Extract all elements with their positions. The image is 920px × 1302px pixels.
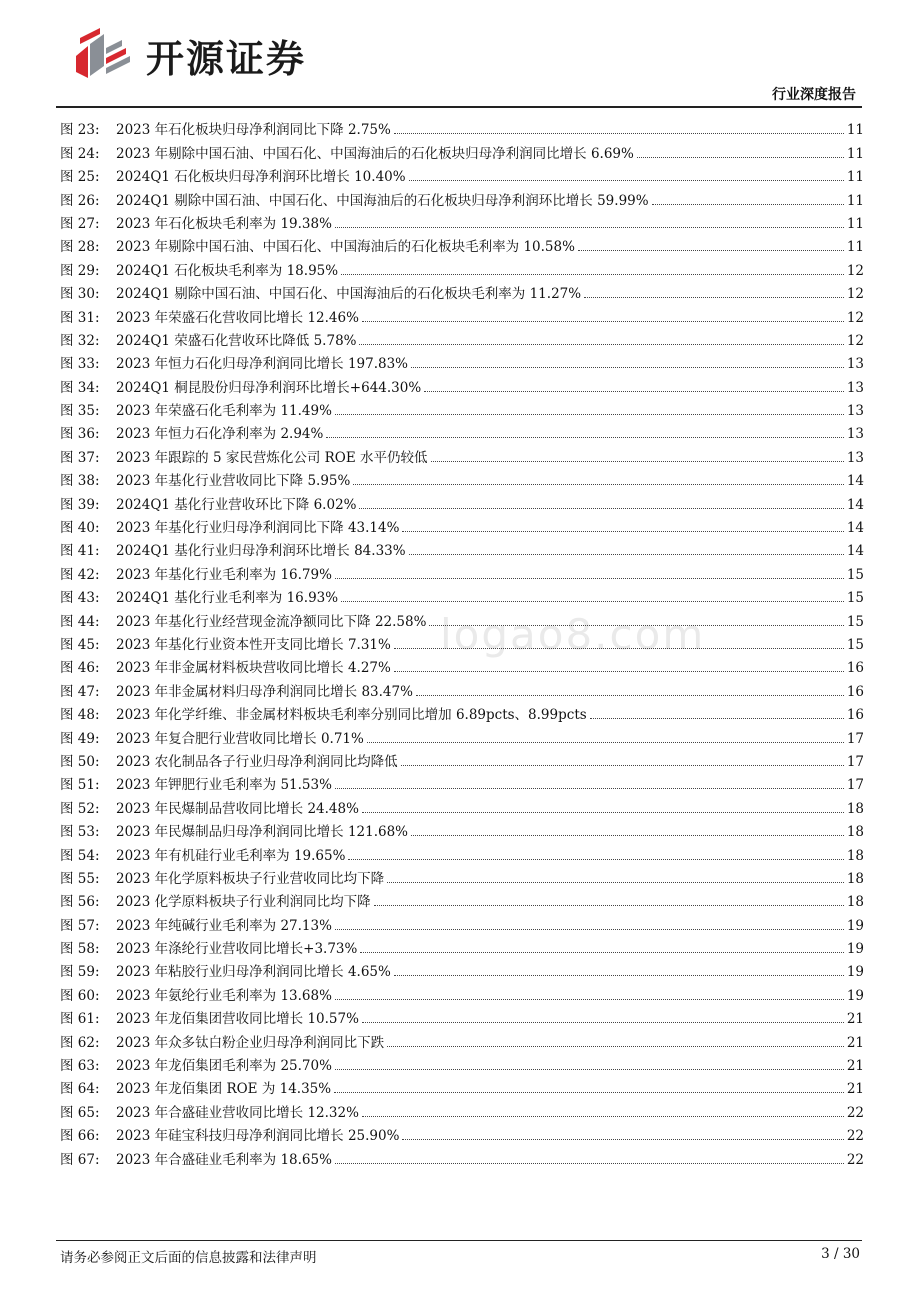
toc-leader-dots	[402, 1138, 843, 1140]
toc-page-number: 15	[846, 590, 864, 607]
toc-page-number: 18	[846, 800, 864, 817]
toc-figure-title: 2023 年非金属材料板块营收同比增长 4.27%	[116, 660, 391, 677]
toc-leader-dots	[429, 624, 843, 626]
toc-figure-label: 图 67:	[60, 1151, 100, 1168]
toc-figure-label: 图 33:	[60, 356, 100, 373]
toc-entry[interactable]	[60, 349, 864, 372]
toc-leader-dots	[652, 203, 844, 205]
toc-figure-title: 2023 年复合肥行业营收同比增长 0.71%	[116, 730, 364, 747]
toc-leader-dots	[326, 436, 843, 438]
footer-disclaimer: 请务必参阅正文后面的信息披露和法律声明	[60, 1250, 317, 1266]
page-header	[0, 0, 920, 110]
toc-figure-title: 2023 年龙佰集团毛利率为 25.70%	[116, 1058, 332, 1075]
toc-figure-title: 2023 年龙佰集团 ROE 为 14.35%	[116, 1081, 332, 1098]
toc-figure-title: 2024Q1 剔除中国石油、中国石化、中国海油后的石化板块归母净利润环比增长 59.99%	[116, 192, 649, 209]
toc-figure-title: 2023 年化学纤维、非金属材料板块毛利率分别同比增加 6.89pcts、8.99pcts	[116, 707, 587, 724]
toc-page-number: 21	[846, 1011, 864, 1028]
toc-leader-dots	[334, 1091, 844, 1093]
toc-page-number: 18	[846, 870, 864, 887]
toc-page-number: 13	[846, 356, 864, 373]
toc-figure-label: 图 41:	[60, 543, 100, 560]
toc-figure-title: 2023 年基化行业归母净利润同比下降 43.14%	[116, 520, 400, 537]
toc-figure-label: 图 31:	[60, 309, 100, 326]
toc-figure-label: 图 66:	[60, 1128, 100, 1145]
toc-leader-dots	[387, 881, 844, 883]
toc-figure-label: 图 49:	[60, 730, 100, 747]
toc-entry[interactable]	[60, 910, 864, 933]
toc-entry[interactable]	[60, 513, 864, 536]
toc-figure-label: 图 36:	[60, 426, 100, 443]
toc-leader-dots	[394, 132, 844, 134]
toc-figure-label: 图 53:	[60, 824, 100, 841]
toc-figure-label: 图 23:	[60, 122, 100, 139]
toc-leader-dots	[362, 320, 844, 322]
toc-page-number: 18	[846, 894, 864, 911]
toc-figure-title: 2023 年石化板块毛利率为 19.38%	[116, 215, 332, 232]
toc-entry[interactable]	[60, 138, 864, 161]
toc-figure-label: 图 46:	[60, 660, 100, 677]
toc-figure-label: 图 38:	[60, 473, 100, 490]
toc-figure-title: 2023 年合盛硅业营收同比增长 12.32%	[116, 1104, 359, 1121]
toc-figure-title: 2023 年合盛硅业毛利率为 18.65%	[116, 1151, 332, 1168]
toc-entry[interactable]	[60, 255, 864, 278]
toc-entry[interactable]	[60, 279, 864, 302]
footer-divider	[56, 1240, 862, 1241]
toc-entry[interactable]	[60, 466, 864, 489]
toc-leader-dots	[359, 507, 843, 509]
toc-page-number: 22	[846, 1128, 864, 1145]
toc-leader-dots	[416, 694, 844, 696]
toc-figure-label: 图 26:	[60, 192, 100, 209]
toc-figure-title: 2023 年纯碱行业毛利率为 27.13%	[116, 917, 332, 934]
toc-leader-dots	[374, 904, 844, 906]
toc-leader-dots	[409, 179, 844, 181]
toc-page-number: 12	[846, 286, 864, 303]
toc-leader-dots	[401, 764, 844, 766]
toc-figure-title: 2023 年非金属材料归母净利润同比增长 83.47%	[116, 683, 413, 700]
toc-figure-title: 2024Q1 基化行业毛利率为 16.93%	[116, 590, 339, 607]
toc-figure-label: 图 51:	[60, 777, 100, 794]
toc-leader-dots	[335, 577, 844, 579]
toc-figure-title: 2024Q1 石化板块归母净利润环比增长 10.40%	[116, 169, 406, 186]
toc-leader-dots	[335, 998, 844, 1000]
toc-page-number: 15	[846, 636, 864, 653]
toc-entry[interactable]	[60, 700, 864, 723]
toc-entry[interactable]	[60, 1097, 864, 1120]
toc-entry[interactable]	[60, 115, 864, 138]
toc-leader-dots	[341, 600, 844, 602]
brand-name: 开源证券	[146, 36, 307, 81]
toc-figure-title: 2023 农化制品各子行业归母净利润同比均降低	[116, 753, 398, 770]
toc-page-number: 11	[846, 239, 864, 256]
toc-page-number: 21	[846, 1081, 864, 1098]
toc-leader-dots	[578, 249, 844, 251]
toc-figure-label: 图 65:	[60, 1104, 100, 1121]
toc-leader-dots	[590, 717, 844, 719]
toc-leader-dots	[335, 413, 844, 415]
toc-figure-title: 2023 年恒力石化归母净利润同比增长 197.83%	[116, 356, 409, 373]
toc-page-number: 19	[846, 964, 864, 981]
toc-figure-label: 图 54:	[60, 847, 100, 864]
toc-leader-dots	[362, 811, 844, 813]
toc-page-number: 16	[846, 707, 864, 724]
toc-figure-label: 图 25:	[60, 169, 100, 186]
toc-figure-label: 图 57:	[60, 917, 100, 934]
toc-leader-dots	[387, 1045, 844, 1047]
toc-figure-label: 图 62:	[60, 1034, 100, 1051]
toc-figure-title: 2023 年涤纶行业营收同比增长+3.73%	[116, 941, 358, 958]
toc-leader-dots	[360, 951, 843, 953]
toc-figure-title: 2023 年钾肥行业毛利率为 51.53%	[116, 777, 332, 794]
toc-figure-title: 2023 年氨纶行业毛利率为 13.68%	[116, 987, 332, 1004]
toc-figure-title: 2023 年剔除中国石油、中国石化、中国海油后的石化板块归母净利润同比增长 6.69%	[116, 145, 634, 162]
toc-page-number: 12	[846, 332, 864, 349]
toc-page-number: 22	[846, 1104, 864, 1121]
toc-figure-label: 图 45:	[60, 636, 100, 653]
toc-figure-title: 2023 年化学原料板块子行业营收同比均下降	[116, 870, 385, 887]
toc-figure-title: 2023 年荣盛石化毛利率为 11.49%	[116, 403, 332, 420]
toc-figure-label: 图 47:	[60, 683, 100, 700]
toc-entry[interactable]	[60, 536, 864, 559]
toc-page-number: 13	[846, 449, 864, 466]
toc-entry[interactable]	[60, 1051, 864, 1074]
toc-figure-title: 2024Q1 基化行业营收环比下降 6.02%	[116, 496, 357, 513]
toc-entry[interactable]	[60, 1027, 864, 1050]
toc-entry[interactable]	[60, 887, 864, 910]
toc-page-number: 13	[846, 426, 864, 443]
toc-page-number: 22	[846, 1151, 864, 1168]
toc-figure-label: 图 55:	[60, 870, 100, 887]
toc-page-number: 14	[846, 473, 864, 490]
brand-logo	[74, 26, 306, 84]
toc-figure-title: 2023 年荣盛石化营收同比增长 12.46%	[116, 309, 359, 326]
toc-page-number: 11	[846, 192, 864, 209]
toc-figure-title: 2023 年基化行业毛利率为 16.79%	[116, 566, 332, 583]
toc-entry[interactable]	[60, 1004, 864, 1027]
toc-page-number: 14	[846, 496, 864, 513]
toc-figure-title: 2024Q1 剔除中国石油、中国石化、中国海油后的石化板块毛利率为 11.27%	[116, 286, 582, 303]
toc-leader-dots	[335, 1162, 844, 1164]
toc-figure-label: 图 52:	[60, 800, 100, 817]
header-divider	[56, 106, 862, 108]
toc-page-number: 19	[846, 941, 864, 958]
toc-figure-title: 2023 年基化行业经营现金流净额同比下降 22.58%	[116, 613, 427, 630]
toc-figure-label: 图 35:	[60, 403, 100, 420]
toc-entry[interactable]	[60, 957, 864, 980]
toc-page-number: 17	[846, 777, 864, 794]
toc-figure-title: 2023 年硅宝科技归母净利润同比增长 25.90%	[116, 1128, 400, 1145]
watermark: logao8.com	[440, 610, 706, 659]
toc-leader-dots	[335, 1068, 844, 1070]
toc-leader-dots	[367, 741, 844, 743]
toc-leader-dots	[394, 670, 844, 672]
toc-leader-dots	[359, 343, 843, 345]
toc-figure-label: 图 59:	[60, 964, 100, 981]
toc-figure-title: 2023 年有机硅行业毛利率为 19.65%	[116, 847, 346, 864]
toc-figure-title: 2023 年恒力石化净利率为 2.94%	[116, 426, 324, 443]
toc-figure-label: 图 39:	[60, 496, 100, 513]
toc-figure-label: 图 37:	[60, 449, 100, 466]
toc-figure-title: 2023 年基化行业资本性开支同比增长 7.31%	[116, 636, 391, 653]
toc-leader-dots	[402, 530, 843, 532]
toc-entry[interactable]	[60, 1144, 864, 1167]
page-footer	[60, 1246, 860, 1266]
toc-entry[interactable]	[60, 676, 864, 699]
toc-page-number: 11	[846, 169, 864, 186]
toc-entry[interactable]	[60, 653, 864, 676]
toc-entry[interactable]	[60, 747, 864, 770]
toc-leader-dots	[394, 974, 844, 976]
toc-figure-title: 2023 年民爆制品归母净利润同比增长 121.68%	[116, 824, 409, 841]
figure-index-list	[60, 115, 864, 1168]
toc-page-number: 19	[846, 917, 864, 934]
toc-entry[interactable]	[60, 630, 864, 653]
toc-leader-dots	[341, 273, 844, 275]
toc-figure-label: 图 58:	[60, 941, 100, 958]
toc-leader-dots	[584, 296, 844, 298]
toc-entry[interactable]	[60, 559, 864, 582]
toc-figure-title: 2023 年众多钛白粉企业归母净利润同比下跌	[116, 1034, 385, 1051]
toc-figure-label: 图 50:	[60, 753, 100, 770]
toc-entry[interactable]	[60, 723, 864, 746]
toc-figure-title: 2024Q1 桐昆股份归母净利润环比增长+644.30%	[116, 379, 422, 396]
report-type-label: 行业深度报告	[772, 87, 856, 103]
toc-figure-title: 2023 化学原料板块子行业利润同比均下降	[116, 894, 371, 911]
footer-page-number: 3 / 30	[821, 1246, 860, 1262]
toc-leader-dots	[411, 366, 844, 368]
toc-page-number: 11	[846, 122, 864, 139]
toc-entry[interactable]	[60, 770, 864, 793]
toc-figure-title: 2024Q1 石化板块毛利率为 18.95%	[116, 262, 339, 279]
toc-entry[interactable]	[60, 185, 864, 208]
toc-figure-label: 图 24:	[60, 145, 100, 162]
toc-entry[interactable]	[60, 442, 864, 465]
toc-figure-label: 图 42:	[60, 566, 100, 583]
toc-leader-dots	[409, 553, 844, 555]
toc-figure-title: 2023 年剔除中国石油、中国石化、中国海油后的石化板块毛利率为 10.58%	[116, 239, 575, 256]
toc-entry[interactable]	[60, 793, 864, 816]
toc-leader-dots	[431, 460, 844, 462]
toc-leader-dots	[424, 390, 844, 392]
toc-page-number: 12	[846, 309, 864, 326]
toc-page-number: 21	[846, 1058, 864, 1075]
toc-page-number: 11	[846, 215, 864, 232]
toc-entry[interactable]	[60, 419, 864, 442]
toc-page-number: 15	[846, 613, 864, 630]
toc-page-number: 11	[846, 145, 864, 162]
toc-leader-dots	[335, 787, 844, 789]
toc-figure-title: 2023 年跟踪的 5 家民营炼化公司 ROE 水平仍较低	[116, 449, 428, 466]
toc-leader-dots	[394, 647, 844, 649]
toc-page-number: 17	[846, 753, 864, 770]
toc-figure-label: 图 60:	[60, 987, 100, 1004]
toc-figure-label: 图 32:	[60, 332, 100, 349]
toc-entry[interactable]	[60, 1074, 864, 1097]
toc-figure-label: 图 43:	[60, 590, 100, 607]
toc-figure-title: 2024Q1 荣盛石化营收环比降低 5.78%	[116, 332, 357, 349]
toc-leader-dots	[362, 1115, 844, 1117]
toc-figure-label: 图 40:	[60, 520, 100, 537]
toc-figure-label: 图 28:	[60, 239, 100, 256]
toc-figure-label: 图 56:	[60, 894, 100, 911]
toc-figure-title: 2023 年民爆制品营收同比增长 24.48%	[116, 800, 359, 817]
toc-entry[interactable]	[60, 934, 864, 957]
toc-entry[interactable]	[60, 326, 864, 349]
toc-leader-dots	[411, 834, 844, 836]
toc-entry[interactable]	[60, 489, 864, 512]
toc-entry[interactable]	[60, 817, 864, 840]
toc-leader-dots	[637, 156, 844, 158]
toc-page-number: 16	[846, 683, 864, 700]
toc-page-number: 12	[846, 262, 864, 279]
toc-entry[interactable]	[60, 302, 864, 325]
toc-leader-dots	[348, 858, 843, 860]
toc-leader-dots	[335, 226, 844, 228]
toc-leader-dots	[353, 483, 843, 485]
toc-page-number: 14	[846, 520, 864, 537]
brand-mark-icon	[74, 26, 136, 84]
toc-figure-title: 2023 年粘胶行业归母净利润同比增长 4.65%	[116, 964, 391, 981]
toc-entry[interactable]	[60, 209, 864, 232]
toc-figure-label: 图 27:	[60, 215, 100, 232]
toc-entry[interactable]	[60, 840, 864, 863]
toc-figure-label: 图 34:	[60, 379, 100, 396]
toc-entry[interactable]	[60, 980, 864, 1003]
toc-figure-label: 图 29:	[60, 262, 100, 279]
toc-leader-dots	[335, 928, 844, 930]
toc-entry[interactable]	[60, 162, 864, 185]
toc-page-number: 13	[846, 403, 864, 420]
toc-page-number: 14	[846, 543, 864, 560]
toc-page-number: 18	[846, 847, 864, 864]
toc-figure-title: 2023 年龙佰集团营收同比增长 10.57%	[116, 1011, 359, 1028]
toc-page-number: 15	[846, 566, 864, 583]
toc-page-number: 16	[846, 660, 864, 677]
toc-figure-label: 图 44:	[60, 613, 100, 630]
toc-entry[interactable]	[60, 583, 864, 606]
toc-figure-label: 图 63:	[60, 1058, 100, 1075]
toc-figure-label: 图 64:	[60, 1081, 100, 1098]
toc-entry[interactable]	[60, 1121, 864, 1144]
toc-page-number: 18	[846, 824, 864, 841]
toc-entry[interactable]	[60, 864, 864, 887]
toc-figure-label: 图 30:	[60, 286, 100, 303]
toc-entry[interactable]	[60, 396, 864, 419]
toc-page-number: 17	[846, 730, 864, 747]
toc-entry[interactable]	[60, 372, 864, 395]
toc-figure-title: 2024Q1 基化行业归母净利润环比增长 84.33%	[116, 543, 406, 560]
toc-figure-title: 2023 年石化板块归母净利润同比下降 2.75%	[116, 122, 391, 139]
toc-page-number: 21	[846, 1034, 864, 1051]
toc-figure-label: 图 61:	[60, 1011, 100, 1028]
toc-page-number: 13	[846, 379, 864, 396]
toc-figure-label: 图 48:	[60, 707, 100, 724]
toc-page-number: 19	[846, 987, 864, 1004]
toc-entry[interactable]	[60, 606, 864, 629]
toc-leader-dots	[362, 1021, 844, 1023]
toc-entry[interactable]	[60, 232, 864, 255]
toc-figure-title: 2023 年基化行业营收同比下降 5.95%	[116, 473, 351, 490]
